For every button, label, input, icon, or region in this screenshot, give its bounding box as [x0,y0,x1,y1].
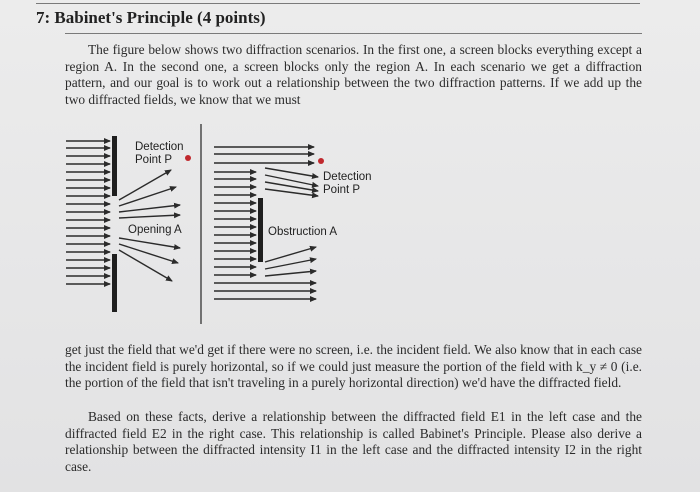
problem-title: 7: Babinet's Principle (4 points) [36,8,266,27]
left-incident-arrows [66,141,110,284]
left-screen-upper [112,136,117,196]
left-detection-label-line1: Detection [135,141,184,153]
intro-paragraph: The figure below shows two diffraction scenarios. In the first one, a screen blocks everything except a region A. In the second one, a screen blocks only the region A. In each scenario we get a diffraction pattern, and our goal is to work out a relationship between the two diffraction patterns. If we add up the two diffracted fields, we know that we must [65,42,642,107]
title-underline [65,33,642,34]
diffraction-figure [0,118,700,328]
right-detection-point [318,158,324,164]
obstruction-label: Obstruction A [268,226,338,238]
right-incident-arrows [214,147,316,299]
left-screen-lower [112,254,117,312]
right-scenario [214,147,372,299]
left-scenario [66,136,191,312]
task-paragraph: Based on these facts, derive a relationship between the diffracted field E1 in the left case and the diffracted field E2 in the right case. This relationship is called Babinet's Principle. Please also derive a relationship between the diffracted intensity I1 in the left case and the diffracted intensity I2 in the right case. [65,409,642,474]
obstruction-bar [258,198,263,262]
left-detection-label-line2: Point P [135,154,173,166]
left-detection-point [185,155,191,161]
right-detection-label-line1: Detection [323,171,372,183]
continuation-paragraph: get just the field that we'd get if there were no screen, i.e. the incident field. We also know that in each case the incident field is purely horizontal, so if we could just measure the portion of the field with k_y ≠ 0 (i.e. the portion of the field that isn't traveling in a purely horizontal direction) we'd have the diffracted field. [65,342,642,391]
right-detection-label-line2: Point P [323,184,361,196]
top-rule [36,3,640,4]
opening-label: Opening A [128,224,182,236]
right-diffracted-arrows [265,168,318,276]
